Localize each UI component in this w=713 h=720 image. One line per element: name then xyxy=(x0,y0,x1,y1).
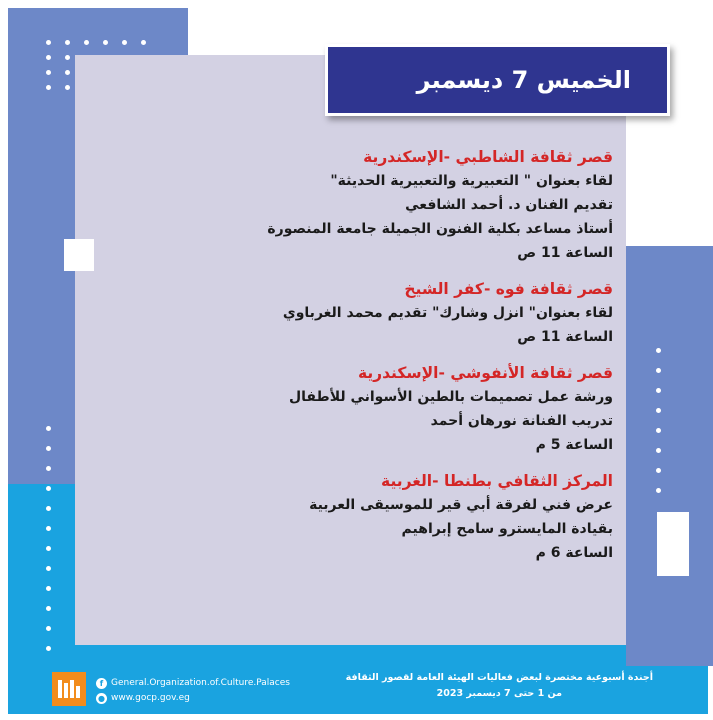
dot xyxy=(65,55,70,60)
event-time: الساعة 11 ص xyxy=(517,329,613,345)
dot xyxy=(103,40,108,45)
event-block xyxy=(173,278,613,349)
dot xyxy=(656,468,661,473)
dot xyxy=(656,448,661,453)
dot xyxy=(84,40,89,45)
dot xyxy=(46,646,51,651)
dot xyxy=(141,40,146,45)
event-line: لقاء بعنوان " التعبيرية والتعبيرية الحديثة" xyxy=(330,173,613,189)
event-time: الساعة 6 م xyxy=(535,545,613,561)
footer-contacts xyxy=(96,676,290,706)
dot xyxy=(46,566,51,571)
facebook-icon: f xyxy=(96,678,107,689)
dot xyxy=(46,426,51,431)
event-line: أستاذ مساعد بكلية الفنون الجميلة جامعة المنصورة xyxy=(267,221,613,237)
decorative-square-left xyxy=(64,239,94,271)
agenda-title: أجندة أسبوعية مختصرة لبعض فعاليات الهيئة العامة لقصور الثقافة xyxy=(345,672,653,683)
dot xyxy=(46,486,51,491)
dot xyxy=(46,70,51,75)
event-time: الساعة 5 م xyxy=(535,437,613,453)
event-time: الساعة 11 ص xyxy=(517,245,613,261)
page-title: الخميس 7 ديسمبر xyxy=(416,66,631,94)
dot xyxy=(46,546,51,551)
dot xyxy=(656,348,661,353)
event-block xyxy=(173,146,613,265)
dot xyxy=(656,388,661,393)
dot xyxy=(656,488,661,493)
dot xyxy=(46,466,51,471)
event-line: تقديم الفنان د. أحمد الشافعي xyxy=(405,197,613,213)
event-venue: المركز الثقافي بطنطا -الغربية xyxy=(381,472,613,490)
dot xyxy=(656,408,661,413)
dot xyxy=(65,40,70,45)
dot xyxy=(65,70,70,75)
dot xyxy=(46,526,51,531)
event-line: تدريب الفنانة نورهان أحمد xyxy=(430,413,613,429)
dot xyxy=(46,606,51,611)
footer-agenda xyxy=(346,670,653,702)
event-block xyxy=(173,362,613,457)
event-venue: قصر ثقافة فوه -كفر الشيخ xyxy=(404,280,613,298)
dot xyxy=(46,446,51,451)
event-venue: قصر ثقافة الشاطبي -الإسكندرية xyxy=(363,148,613,166)
decorative-square-right xyxy=(657,512,689,576)
event-venue: قصر ثقافة الأنفوشي -الإسكندرية xyxy=(357,364,613,382)
event-line: ورشة عمل تصميمات بالطين الأسواني للأطفال xyxy=(289,389,613,405)
event-line: عرض فني لفرقة أبي قير للموسيقى العربية xyxy=(309,497,613,513)
dot xyxy=(46,40,51,45)
organization-logo xyxy=(52,672,86,706)
dot xyxy=(656,428,661,433)
dot xyxy=(46,85,51,90)
title-banner xyxy=(325,44,670,116)
facebook-link[interactable] xyxy=(96,676,290,691)
event-block xyxy=(173,470,613,565)
event-line: بقيادة المايسترو سامح إبراهيم xyxy=(401,521,613,537)
event-line: لقاء بعنوان" انزل وشارك" تقديم محمد الغرباوي xyxy=(282,305,613,321)
dot xyxy=(46,506,51,511)
dot xyxy=(122,40,127,45)
agenda-dates: من 1 حتى 7 ديسمبر 2023 xyxy=(436,688,562,699)
dot xyxy=(46,626,51,631)
dot xyxy=(46,586,51,591)
decorative-dots-right xyxy=(656,348,661,493)
background-blue-right-block xyxy=(626,246,713,666)
dot xyxy=(656,368,661,373)
globe-icon: ● xyxy=(96,693,107,704)
logo-mark-icon xyxy=(56,677,82,701)
website-link[interactable] xyxy=(96,691,290,706)
decorative-dots-left xyxy=(46,426,51,651)
dot xyxy=(46,55,51,60)
dot xyxy=(65,85,70,90)
website-url: www.gocp.gov.eg xyxy=(111,693,190,703)
events-list xyxy=(173,146,613,578)
facebook-handle: General.Organization.of.Culture.Palaces xyxy=(111,678,290,688)
